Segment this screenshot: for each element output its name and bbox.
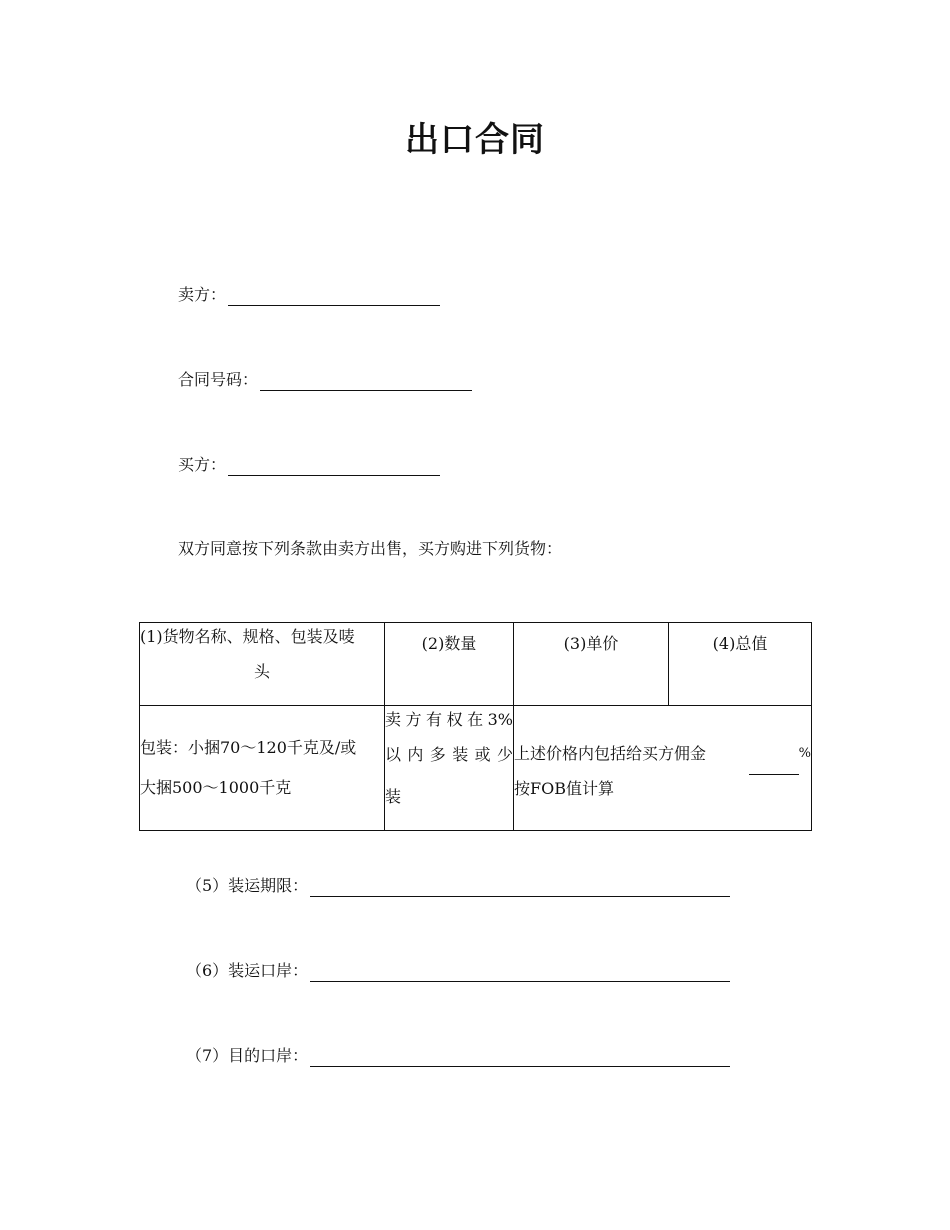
seller-label: 卖方： (178, 285, 227, 304)
header-total-value (669, 623, 812, 706)
destination-port-field (186, 1045, 730, 1067)
header-unit-price-text: (3)单价 (563, 634, 619, 653)
cell-quantity-tolerance (385, 706, 514, 831)
header-quantity (385, 623, 514, 706)
commission-rate-blank (749, 758, 799, 775)
contract-number-label: 合同号码： (178, 370, 259, 389)
header-goods-description-line2: 头 (253, 662, 270, 681)
cell-commission-line1 (514, 733, 811, 775)
loading-port-field (186, 960, 730, 982)
destination-port-label: （7）目的口岸： (186, 1046, 309, 1065)
destination-port-blank-line (310, 1050, 730, 1067)
commission-rate-field (706, 733, 811, 775)
seller-blank-line (228, 289, 440, 306)
intro-paragraph: 双方同意按下列条款由卖方出售，买方购进下列货物： (178, 539, 563, 558)
loading-port-label: （6）装运口岸： (186, 961, 309, 980)
buyer-label: 买方： (178, 455, 227, 474)
header-total-value-text: (4)总值 (712, 634, 768, 653)
cell-goods-packing (140, 706, 385, 831)
cell-goods-packing-line1: 包装：小捆70～120千克及/或 (140, 738, 357, 757)
cell-commission-line2: 按FOB值计算 (514, 779, 614, 798)
goods-table (139, 622, 812, 831)
cell-commission (514, 706, 812, 831)
shipment-period-label: （5）装运期限： (186, 876, 309, 895)
cell-goods-packing-line2: 大捆500～1000千克 (140, 778, 292, 797)
header-quantity-text: (2)数量 (421, 634, 477, 653)
header-goods-description-line1: (1)货物名称、规格、包装及唛 (140, 627, 355, 646)
cell-quantity-line2: 以内多装或少 (385, 745, 513, 764)
document-title: 出口合同 (405, 120, 545, 160)
cell-quantity-line1: 卖方有权在3% (385, 710, 513, 729)
shipment-period-field (186, 875, 730, 897)
cell-quantity-line3: 装 (385, 787, 402, 806)
contract-number-field (178, 369, 472, 391)
contract-number-blank-line (260, 374, 472, 391)
buyer-field (178, 454, 440, 476)
shipment-period-blank-line (310, 880, 730, 897)
goods-table-header-row (140, 623, 812, 706)
commission-percent-sign: % (798, 746, 811, 761)
header-unit-price (514, 623, 669, 706)
seller-field (178, 284, 440, 306)
header-goods-description (140, 623, 385, 706)
loading-port-blank-line (310, 965, 730, 982)
commission-prefix: 上述价格内包括给买方佣金 (514, 744, 707, 763)
buyer-blank-line (228, 459, 440, 476)
goods-table-row (140, 706, 812, 831)
